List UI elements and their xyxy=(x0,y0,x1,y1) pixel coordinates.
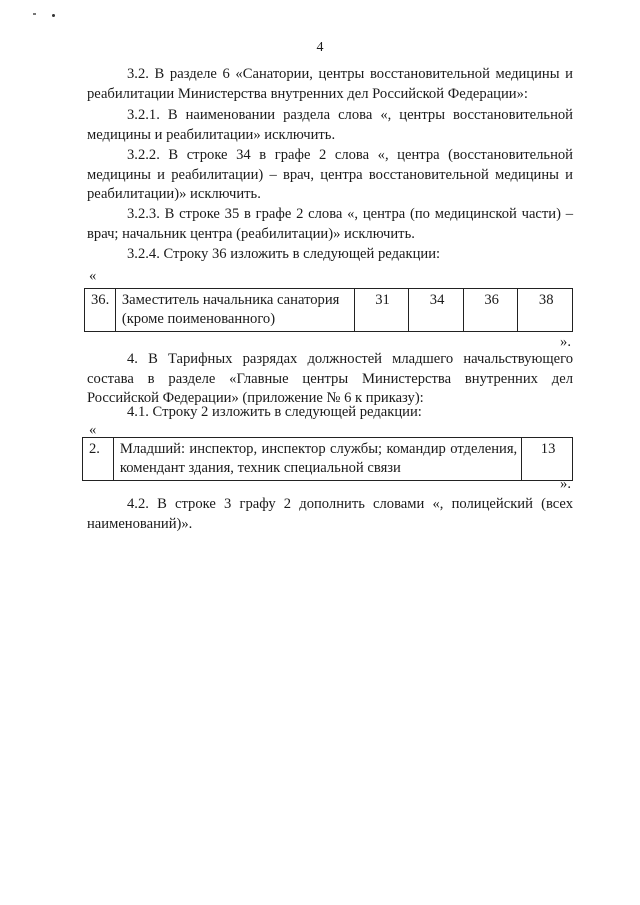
paragraph-3-2-1: 3.2.1. В наименовании раздела слова «, центры восстановительной медицины и реабилитации» исключить. xyxy=(87,107,573,143)
table-row-36 xyxy=(84,288,573,332)
scan-mark xyxy=(33,13,36,15)
scan-dot xyxy=(52,14,55,17)
quote-close-1: ». xyxy=(560,334,571,350)
quote-open-2: « xyxy=(89,422,97,438)
row-title: Младший: инспектор, инспектор службы; командир отделения, комендант здания, техник специальной связи xyxy=(113,438,521,481)
value-cell: 34 xyxy=(409,289,464,332)
paragraph-3-2-4: 3.2.4. Строку 36 изложить в следующей редакции: xyxy=(127,246,441,262)
page-number: 4 xyxy=(316,40,324,55)
row-number: 2. xyxy=(83,438,114,481)
quote-open-1: « xyxy=(89,268,97,284)
table-row-2 xyxy=(82,437,573,481)
row-number: 36. xyxy=(85,289,116,332)
paragraph-3-2: 3.2. В разделе 6 «Санатории, центры восстановительной медицины и реабилитации Министерства внутренних дел Российской Федерации»: xyxy=(87,66,573,102)
paragraph-4: 4. В Тарифных разрядах должностей младшего начальствующего состава в разделе «Главные центры Министерства внутренних дел Российской Федерации» (приложение № 6 к приказу): xyxy=(87,351,573,406)
paragraph-3-2-3: 3.2.3. В строке 35 в графе 2 слова «, центра (по медицинской части) – врач; начальник центра (реабилитации)» исключить. xyxy=(87,206,573,242)
paragraph-3-2-2: 3.2.2. В строке 34 в графе 2 слова «, центра (восстановительной медицины и реабилитации) – врач, центра восстановительной медицины и реабилитации)» исключить. xyxy=(87,147,573,202)
paragraph-4-1: 4.1. Строку 2 изложить в следующей редакции: xyxy=(127,404,422,420)
value-cell: 13 xyxy=(522,438,573,481)
value-cell: 36 xyxy=(463,289,518,332)
row-title: Заместитель начальника санатория (кроме поименованного) xyxy=(115,289,354,332)
quote-close-2: ». xyxy=(560,476,571,492)
value-cell: 31 xyxy=(354,289,409,332)
value-cell: 38 xyxy=(518,289,573,332)
paragraph-4-2: 4.2. В строке 3 графу 2 дополнить словами «, полицейский (всех наименований)». xyxy=(87,496,573,532)
